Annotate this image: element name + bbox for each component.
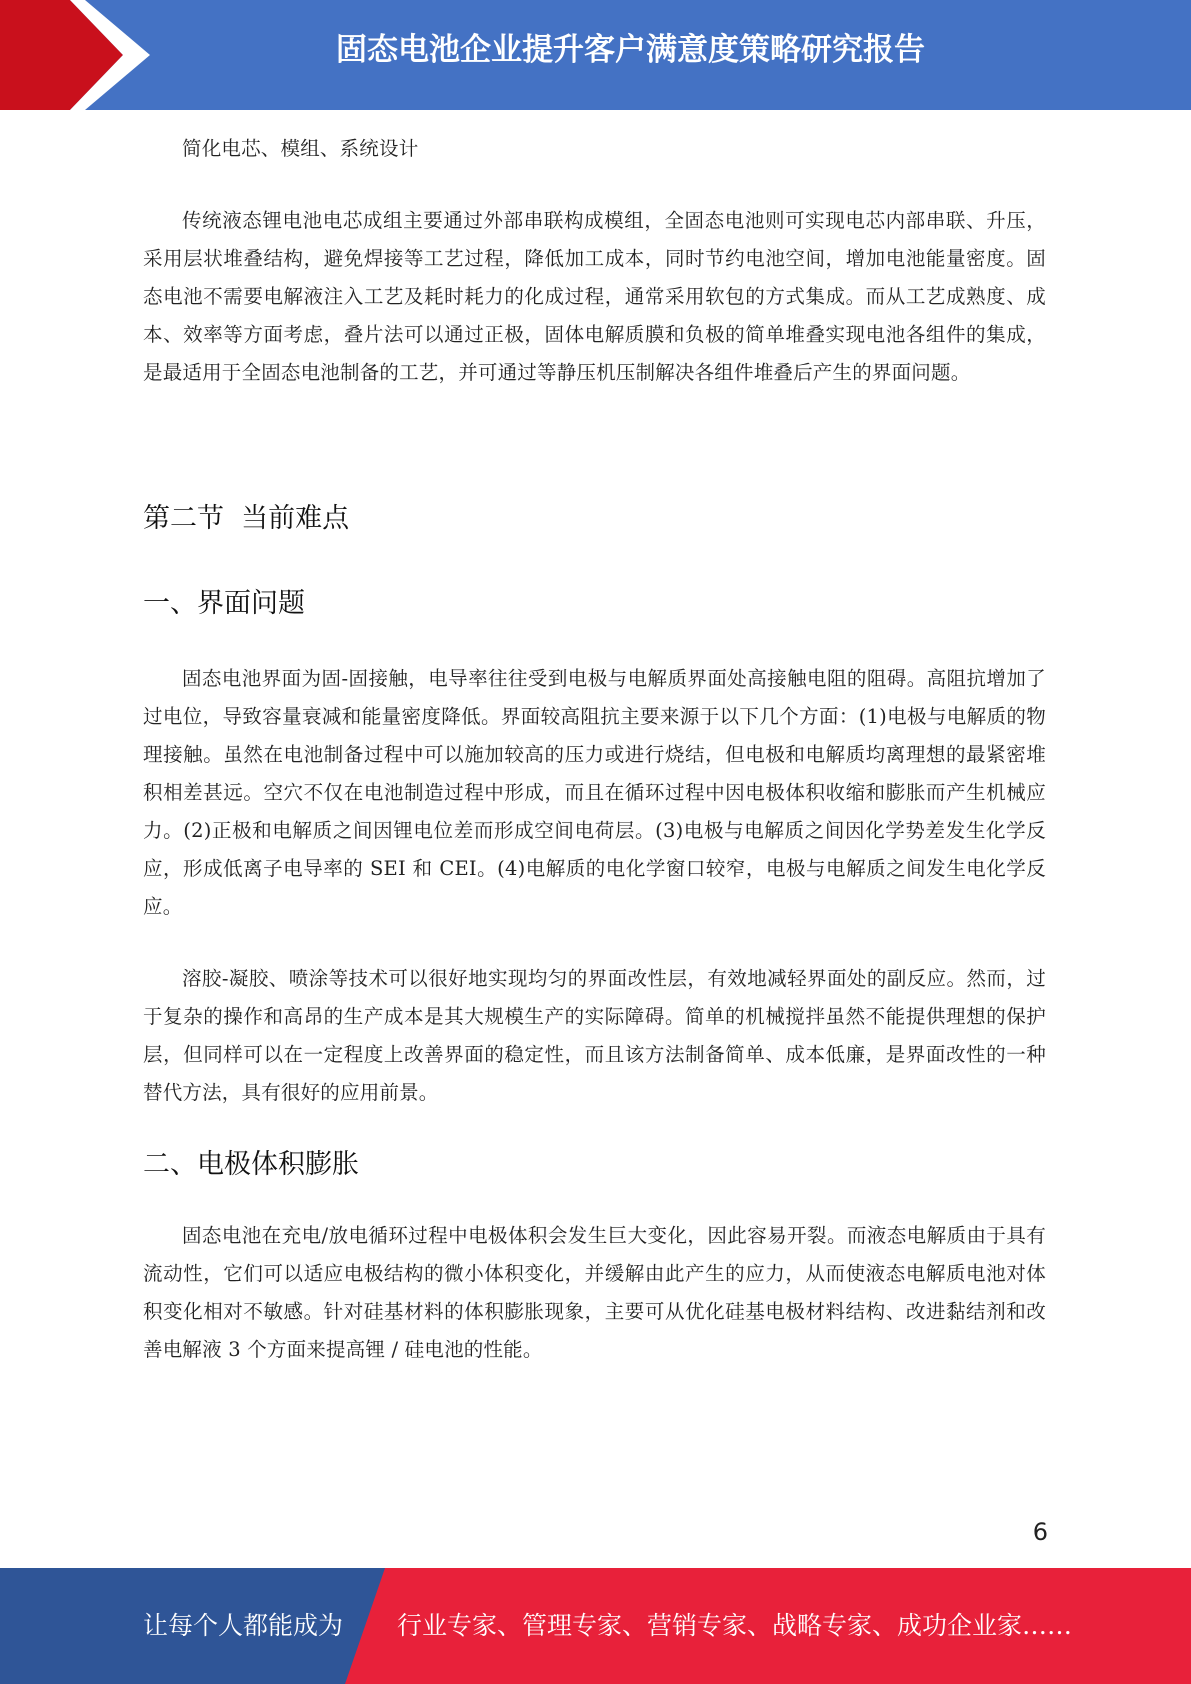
heading-interface-issue: 一、界面问题 xyxy=(143,588,305,619)
section-title: 第二节 当前难点 xyxy=(143,503,350,534)
report-title: 固态电池企业提升客户满意度策略研究报告 xyxy=(336,32,925,68)
page-header xyxy=(0,0,1191,110)
paragraph-2: 固态电池界面为固-固接触，电导率往往受到电极与电解质界面处高接触电阻的阻碍。高阻抗增加了过电位，导致容量衰减和能量密度降低。界面较高阻抗主要来源于以下几个方面：(1)电极与电解质的物理接触。虽然在电池制备过程中可以施加较高的压力或进行烧结，但电极和电解质均离理想的最紧密堆积相差甚远。空穴不仅在电池制造过程中形成，而且在循环过程中因电极体积收缩和膨胀而产生机械应力。(2)正极和电解质之间因锂电位差而形成空间电荷层。(3)电极与电解质之间因化学势差发生化学反应，形成低离子电导率的 SEI 和 CEI。(4)电解质的电化学窗口较窄，电极与电解质之间发生电化学反应。 xyxy=(143,667,1046,918)
footer-slogan-right: 行业专家、管理专家、营销专家、战略专家、成功企业家…… xyxy=(397,1611,1073,1640)
page-footer xyxy=(0,1568,1191,1684)
page-content xyxy=(143,130,1046,1369)
paragraph-4: 固态电池在充电/放电循环过程中电极体积会发生巨大变化，因此容易开裂。而液态电解质由于具有流动性，它们可以适应电极结构的微小体积变化，并缓解由此产生的应力，从而使液态电解质电池对体积变化相对不敏感。针对硅基材料的体积膨胀现象，主要可从优化硅基电极材料结构、改进黏结剂和改善电解液 3 个方面来提高锂 / 硅电池的性能。 xyxy=(143,1224,1046,1361)
footer-slogan-left: 让每个人都能成为 xyxy=(143,1611,344,1640)
subheading: 简化电芯、模组、系统设计 xyxy=(182,137,419,160)
paragraph-1: 传统液态锂电池电芯成组主要通过外部串联构成模组，全固态电池则可实现电芯内部串联、升压，采用层状堆叠结构，避免焊接等工艺过程，降低加工成本，同时节约电池空间，增加电池能量密度。固态电池不需要电解液注入工艺及耗时耗力的化成过程，通常采用软包的方式集成。而从工艺成熟度、成本、效率等方面考虑，叠片法可以通过正极，固体电解质膜和负极的简单堆叠实现电池各组件的集成，是最适用于全固态电池制备的工艺，并可通过等静压机压制解决各组件堆叠后产生的界面问题。 xyxy=(143,209,1046,384)
heading-volume-expansion: 二、电极体积膨胀 xyxy=(143,1149,359,1180)
page-number: 6 xyxy=(1032,1518,1048,1546)
paragraph-3: 溶胶-凝胶、喷涂等技术可以很好地实现均匀的界面改性层，有效地减轻界面处的副反应。然而，过于复杂的操作和高昂的生产成本是其大规模生产的实际障碍。简单的机械搅拌虽然不能提供理想的保护层，但同样可以在一定程度上改善界面的稳定性，而且该方法制备简单、成本低廉，是界面改性的一种替代方法，具有很好的应用前景。 xyxy=(143,967,1046,1104)
